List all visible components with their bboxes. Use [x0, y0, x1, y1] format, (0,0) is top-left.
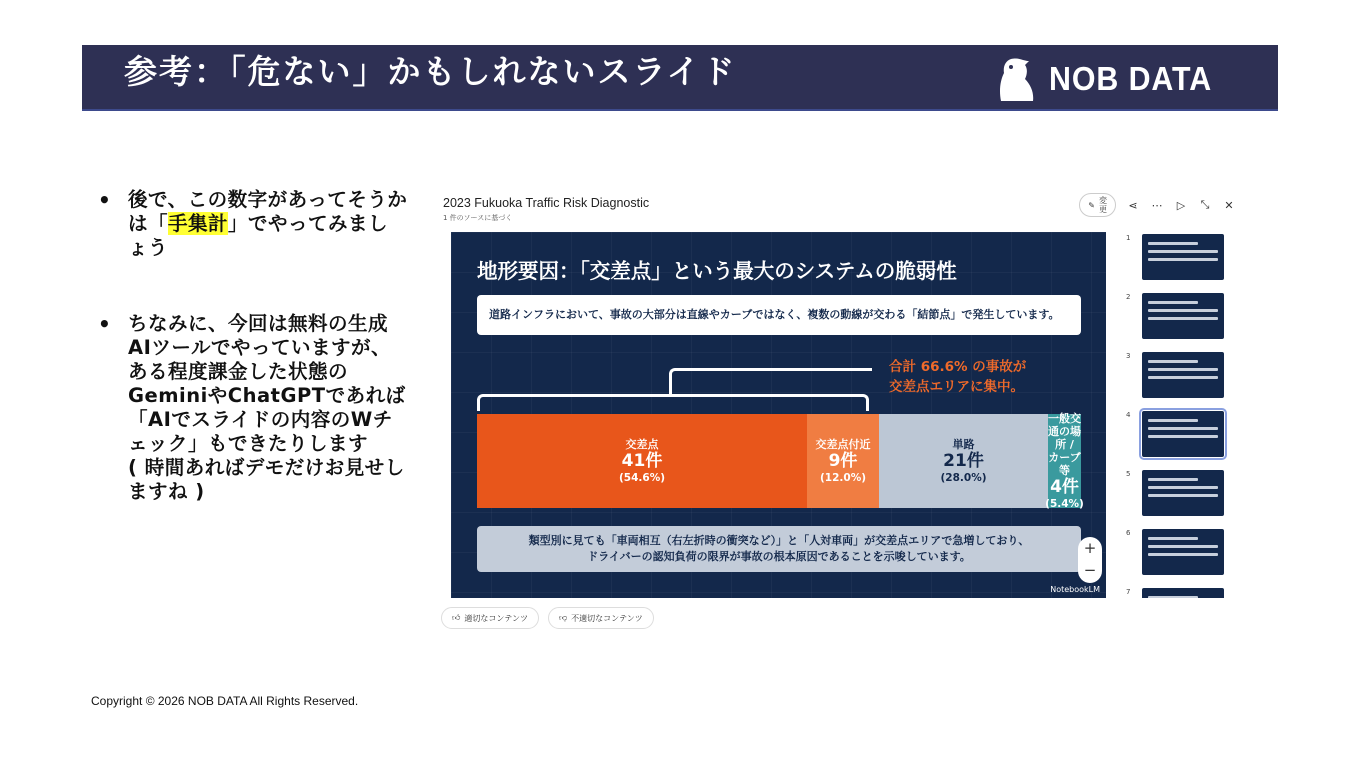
- logo: [997, 55, 1226, 103]
- thumbnail-line: [1148, 317, 1218, 320]
- bar-segment: [477, 414, 807, 508]
- share-icon[interactable]: ⋖: [1128, 198, 1138, 212]
- good-feedback-button[interactable]: [441, 607, 539, 629]
- thumbnail-number: 7: [1126, 588, 1131, 596]
- bullet-text-before: 後で、この数字があってそうかは「: [128, 188, 408, 235]
- slide-thumbnail[interactable]: [1142, 529, 1224, 575]
- slide-preview: [451, 232, 1106, 598]
- bracket: [477, 394, 869, 411]
- thumbnail-line: [1148, 376, 1218, 379]
- thumbnail-number: 5: [1126, 470, 1131, 478]
- bullet-marker: •: [98, 312, 111, 336]
- thumbnail-line: [1148, 309, 1218, 312]
- bad-feedback-label: 不適切なコンテンツ: [571, 613, 643, 623]
- thumbnail-line: [1148, 360, 1198, 363]
- thumbnail-number: 4: [1126, 411, 1131, 419]
- notebook-title: 2023 Fukuoka Traffic Risk Diagnostic: [443, 196, 650, 210]
- thumbnail-number: 3: [1126, 352, 1131, 360]
- thumbnail-line: [1148, 545, 1218, 548]
- bullet-text-after: 」でやってみましょう: [128, 212, 389, 259]
- notebook-subtitle: 1 件のソースに基づく: [443, 214, 513, 222]
- slide-thumbnail[interactable]: [1142, 352, 1224, 398]
- highlighted-text: 手集計: [168, 212, 229, 235]
- thumbnail-line: [1148, 301, 1198, 304]
- slide-title: 地形要因：「交差点」という最大のシステムの脆弱性: [477, 259, 957, 283]
- thumbnail-line: [1148, 427, 1218, 430]
- page-title: 参考：「危ない」かもしれないスライド: [124, 52, 737, 91]
- thumbnail-line: [1148, 478, 1198, 481]
- thumbnail-line: [1148, 435, 1218, 438]
- bar-count-label: 9件: [828, 450, 858, 471]
- bullet-list: [98, 188, 408, 556]
- bullet-marker: •: [98, 188, 111, 212]
- logo-text: NOB DATA: [1048, 60, 1212, 97]
- bar-percent-label: (54.6%): [618, 471, 666, 484]
- slide-thumbnail[interactable]: [1142, 411, 1224, 457]
- bullet-text: ちなみに、今回は無料の生成AIツールでやっていますが、ある程度課金した状態のGeminiやChatGPTであれば「AIでスライドの内容のWチェック」もできたりします ( 時間あればデモだけお見せしますね ): [128, 312, 406, 503]
- bar-count-label: 21件: [943, 450, 984, 471]
- thumbnail-number: 2: [1126, 293, 1131, 301]
- thumbnail-line: [1148, 537, 1198, 540]
- bullet-item: [98, 188, 408, 260]
- bar-segment: [1045, 411, 1084, 510]
- good-feedback-label: 適切なコンテンツ: [464, 613, 528, 623]
- header-bar: [82, 45, 1278, 111]
- bar-count-label: 41件: [621, 450, 663, 471]
- slide-thumbnail[interactable]: [1142, 293, 1224, 339]
- zoom-out-button[interactable]: −: [1083, 561, 1097, 579]
- bar-segment: [879, 414, 1048, 508]
- thumbnail-line: [1148, 553, 1218, 556]
- pencil-icon: ✎: [1088, 200, 1095, 210]
- thumbs-down-icon: 👎︎: [559, 613, 568, 622]
- collapse-icon[interactable]: ⤡: [1200, 198, 1210, 211]
- slide-thumbnails: [1126, 232, 1234, 598]
- play-icon[interactable]: ▷: [1176, 198, 1186, 212]
- thumbnail-number: 1: [1126, 234, 1131, 242]
- thumbnail-line: [1148, 250, 1218, 253]
- toolbar: [1079, 193, 1236, 217]
- bar-category-label: 一般交通の場所 / カーブ等: [1048, 411, 1081, 477]
- zoom-control: [1078, 537, 1102, 583]
- bar-segment: [807, 414, 879, 508]
- slide-thumbnail[interactable]: [1142, 588, 1224, 598]
- notebooklm-screenshot: [436, 186, 1236, 636]
- copyright: Copyright © 2026 NOB DATA All Rights Reserved.: [91, 694, 359, 708]
- thumbnail-line: [1148, 596, 1198, 598]
- bar-count-label: 4件: [1050, 476, 1079, 497]
- zoom-in-button[interactable]: +: [1083, 539, 1097, 557]
- slide-thumbnail[interactable]: [1142, 234, 1224, 280]
- slide-thumbnail[interactable]: [1142, 470, 1224, 516]
- bar-percent-label: (5.4%): [1045, 497, 1084, 510]
- bar-percent-label: (28.0%): [940, 471, 987, 484]
- more-icon[interactable]: ⋯: [1151, 198, 1163, 212]
- thumbnail-line: [1148, 419, 1198, 422]
- slide-callout: 合計 66.6% の事故が 交差点エリアに集中。: [889, 359, 1027, 395]
- slide-footer-box: 類型別に見ても「車両相互（右左折時の衝突など）」と「人対車両」が交差点エリアで急増しており、 ドライバーの認知負荷の限界が事故の根本原因であることを示唆しています。: [477, 526, 1081, 572]
- bad-feedback-button[interactable]: [548, 607, 654, 629]
- bullet-text: [128, 188, 408, 260]
- slide-summary-box: 道路インフラにおいて、事故の大部分は直線やカーブではなく、複数の動線が交わる「結節点」で発生しています。: [477, 295, 1081, 335]
- thumbnail-line: [1148, 494, 1218, 497]
- thumbnail-number: 6: [1126, 529, 1131, 537]
- edit-label: 変 更: [1099, 196, 1107, 214]
- bar-percent-label: (12.0%): [819, 471, 867, 484]
- bar-category-label: 交差点: [625, 437, 659, 451]
- bar-category-label: 交差点付近: [815, 437, 871, 451]
- bullet-item: [98, 312, 408, 504]
- notebooklm-brand: NotebookLM: [1050, 585, 1100, 594]
- thumbnail-line: [1148, 258, 1218, 261]
- close-icon[interactable]: ✕: [1224, 198, 1234, 212]
- thumbnail-line: [1148, 486, 1218, 489]
- thumbnail-line: [1148, 368, 1218, 371]
- bar-category-label: 単路: [952, 437, 975, 451]
- bracket-connector: [669, 368, 872, 397]
- penguin-logo-icon: [997, 55, 1037, 103]
- thumbs-up-icon: 👍︎: [452, 613, 461, 622]
- edit-button[interactable]: [1079, 193, 1116, 217]
- thumbnail-line: [1148, 242, 1198, 245]
